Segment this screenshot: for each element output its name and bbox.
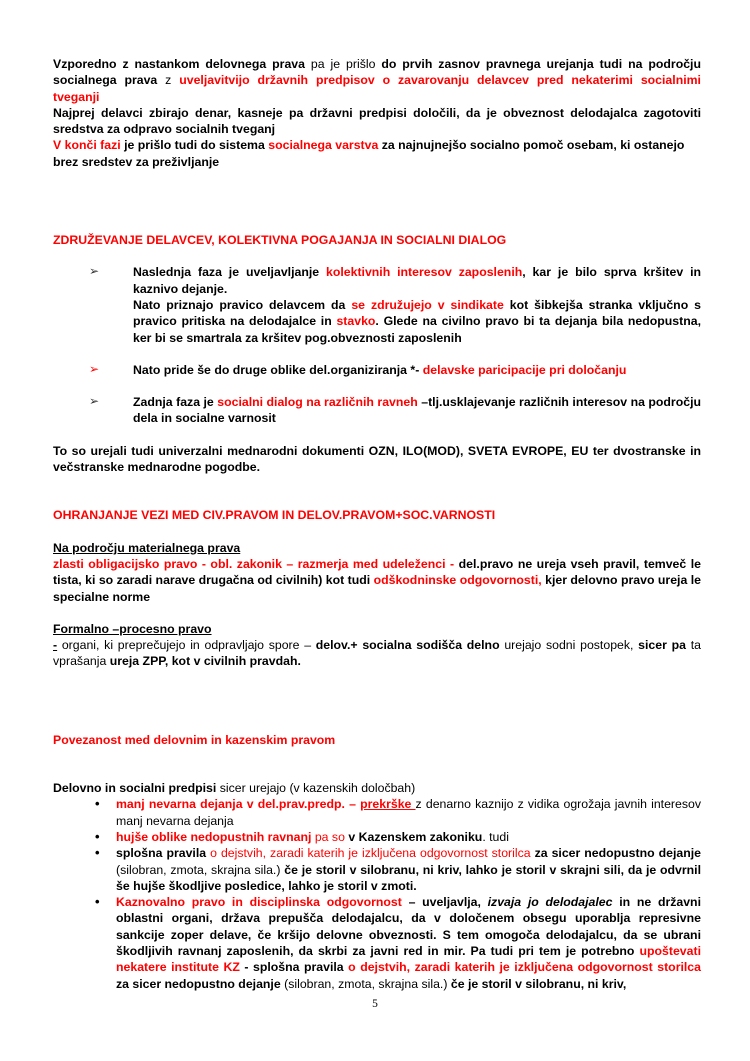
crim-b4-segment-3-italic: izvaja jo delodajalec: [487, 895, 613, 910]
section-civ-heading: OHRANJANJE VEZI MED CIV.PRAVOM IN DELOV.PRAVOM+SOC.VARNOSTI: [53, 508, 496, 523]
union-b3-segment-2-red: socialni dialog na različnih ravneh: [217, 395, 418, 410]
arrow-bullet-icon: ➢: [89, 264, 100, 279]
intro-p1-segment-3: do prvih zasnov pravnega urejanja tudi na področju socialnega prava: [53, 57, 701, 88]
union-b1-segment-7-red: stavko: [336, 314, 376, 329]
crim-b2-segment-4: . tudi: [482, 829, 509, 844]
crim-b4-segment-10: če je storil v silobranu, ni kriv,: [450, 976, 627, 991]
union-b1-segment-2-red: kolektivnih interesov zaposlenih: [326, 265, 523, 280]
intro-p1-segment-5-red: uveljavitvijo državnih predpisov o zavarovanju delavcev pred nekaterimi socialnimi tveganji: [53, 73, 701, 104]
crim-b3-segment-2-red: o dejstvih, zaradi katerih je izključena odgovornost storilca: [210, 846, 531, 861]
crim-b3-segment-1: splošna pravila: [116, 846, 211, 861]
union-b1-segment-8: . Glede na civilno pravo bi ta dejanja bila nedopustna, ker bi se smartrala za kršitev pog.obveznosti zaposlenih: [133, 314, 701, 345]
union-b2-segment-2-red: delavske paricipacije pri določanju: [422, 362, 627, 377]
list-item: [89, 894, 701, 992]
spacer-after-civ-heading: [53, 524, 701, 540]
union-b1-segment-4: Nato priznajo pravico delavcem da: [133, 297, 352, 312]
intro-paragraph-3: [53, 137, 701, 170]
list-item: [89, 829, 701, 845]
crim-b4-segment-6: - splošna pravila: [239, 960, 349, 975]
crim-b4-segment-9: (silobran, zmota, skrajna sila.): [284, 976, 451, 991]
intro-paragraph-1: [53, 56, 701, 105]
list-item: [89, 796, 701, 829]
civ-sub2-segment-4: urejajo sodni postopek,: [499, 638, 639, 653]
spacer-before-crim-heading: [53, 670, 701, 732]
crim-b4-segment-7-red: o dejstvih, zaradi katerih je izključena odgovornost storilca: [348, 960, 701, 975]
dot-bullet-icon: •: [95, 828, 100, 844]
civ-sub2-dash: -: [53, 638, 58, 653]
crim-b3-segment-4: (silobran, zmota, skrajna sila.): [116, 862, 285, 877]
crim-b3-segment-5: če je storil v silobranu, ni kriv, lahko je storil v skrajni sili, da je odvrnil še hujše škodljive posledice, lahko je storil v zmoti.: [116, 862, 701, 893]
section-union-heading: ZDRUŽEVANJE DELAVCEV, KOLEKTIVNA POGAJANJA IN SOCIALNI DIALOG: [53, 233, 507, 248]
civ-sub2-segment-5: sicer pa: [638, 638, 686, 653]
civ-sub2-heading: Formalno –procesno pravo: [53, 621, 212, 636]
arrow-bullet-icon: ➢: [89, 394, 100, 409]
spacer-before-union-closing: [53, 427, 701, 443]
intro-p3-segment-1-red: V konči fazi: [53, 138, 121, 153]
union-closing-paragraph: To so urejali tudi univerzalni mednarodni dokumenti OZN, ILO(MOD), SVETA EVROPE, EU ter dvostranske in večstranske mednarodne pogodbe.: [53, 443, 701, 475]
crim-b2-segment-2-red: pa so: [311, 829, 349, 844]
civ-sub2-segment-6: ta vprašanja: [53, 638, 701, 669]
intro-p1-segment-2: pa je prišlo: [310, 57, 382, 71]
crim-b1-segment-2-red-underline: prekrške: [360, 797, 416, 812]
civ-sub2-segment-2: organi, ki preprečujejo in odpravljajo spore –: [57, 638, 316, 653]
crim-b4-segment-5-red: upoštevati nekatere institute KZ: [116, 943, 701, 975]
intro-p3-segment-2: je prišlo tudi do sistema: [120, 138, 269, 153]
civ-sub2-paragraph: [53, 637, 701, 670]
intro-p1-segment-4: z: [165, 73, 180, 88]
crim-intro-segment-1: Delovno in socialni predpisi: [53, 781, 217, 796]
civ-sub2-segment-3: delov.+ socialna sodišča delno: [315, 638, 500, 653]
crim-b2-segment-1-red: hujše oblike nedopustnih ravnanj: [116, 829, 312, 844]
civ-sub1-segment-1-red: zlasti obligacijsko pravo - obl. zakonik – razmerja med udeleženci -: [53, 556, 459, 571]
civ-sub1-segment-3-red: odškodninske odgovornosti,: [373, 573, 542, 588]
list-item: [89, 394, 701, 427]
civ-sub1-heading: Na področju materialnega prava: [53, 540, 241, 555]
union-b1-segment-1: Naslednja faza je uveljavljanje: [133, 265, 326, 280]
crim-b1-segment-3: z denarno kaznijo z vidika ogrožaja javnih interesov manj nevarna dejanja: [116, 797, 701, 828]
spacer-after-union-heading: [53, 248, 701, 264]
crim-b3-segment-3: za sicer nedopustno dejanje: [530, 846, 702, 861]
crim-b4-segment-4: in ne državni oblastni organi, država prepušča delodajalcu, da v določenem obsegu uporablja represivne sankcije zoper delave, če kršijo delovne obveznosti. S tem omogoča delodajalcu, da se ubrani škodljivih ravnanj zaposlenih, da skrbi za javni red in mir. Pa tudi pri tem je potrebno: [116, 895, 701, 958]
list-item: [89, 845, 701, 894]
dot-bullet-icon: •: [95, 796, 100, 812]
intro-p3-segment-3-red: socialnega varstva: [268, 138, 379, 153]
crim-b4-segment-8: za sicer nedopustno dejanje: [116, 976, 285, 991]
union-b1-segment-5-red: se združujejo v sindikate: [351, 297, 504, 312]
spacer-after-intro: [53, 170, 701, 232]
union-bullet-list: [53, 264, 701, 426]
crim-intro-segment-2: sicer urejajo (v kazenskih določbah): [216, 781, 416, 796]
list-item: [89, 362, 701, 378]
spacer-after-union-closing: [53, 475, 701, 507]
crim-b4-segment-1-red: Kaznovalno pravo in disciplinska odgovornost: [116, 895, 402, 910]
civ-sub2-segment-7: ureja ZPP, kot v civilnih pravdah.: [109, 654, 301, 669]
union-b3-segment-1: Zadnja faza je: [133, 395, 218, 410]
union-b1-segment-3: , kar je bilo sprva kršitev in kaznivo dejanje.: [133, 265, 702, 296]
civ-sub1-segment-2: del.pravo ne ureja vseh pravil, temveč le tista, ki so zaradi narave drugačna od civilnih) kot tudi: [53, 556, 701, 588]
union-b1-segment-6: kot šibkejša stranka vključno s pravico pritiska na delodajalce in: [133, 297, 701, 329]
arrow-bullet-icon: ➢: [89, 361, 100, 376]
page-content: [53, 56, 701, 992]
dot-bullet-icon: •: [95, 845, 100, 861]
list-item: [89, 264, 701, 345]
intro-p1-segment-1: Vzporedno z nastankom delovnega prava: [53, 57, 311, 71]
dot-bullet-icon: •: [95, 894, 100, 910]
section-crim-heading: Povezanost med delovnim in kazenskim pravom: [53, 732, 336, 747]
civ-sub1-segment-4: kjer delovno pravo ureja le specialne norme: [53, 573, 701, 604]
crim-b1-segment-1-red: manj nevarna dejanja v del.prav.predp. –: [116, 797, 361, 812]
page-number: 5: [372, 998, 378, 1010]
union-b3-segment-3: –tlj.usklajevanje različnih interesov na področju dela in socialne varnosit: [133, 395, 701, 426]
intro-p2-text: Najprej delavci zbirajo denar, kasneje pa državni predpisi določili, da je obveznost delodajalca zagotoviti sredstva za odpravo socialnih tveganj: [53, 105, 701, 137]
civ-sub1-paragraph: [53, 556, 701, 605]
union-b2-segment-1: Nato pride še do druge oblike del.organiziranja *-: [133, 362, 423, 377]
spacer-between-civ-subs: [53, 605, 701, 621]
crim-bullet-list: [53, 796, 701, 992]
intro-paragraph-2: [53, 105, 701, 138]
spacer-after-crim-heading: [53, 748, 701, 780]
crim-b2-segment-3: v Kazenskem zakoniku: [348, 829, 483, 844]
intro-p3-segment-4: za najnujnejšo socialno pomoč osebam, ki ostanejo brez sredstev za preživljanje: [53, 138, 685, 169]
crim-intro-paragraph: [53, 780, 701, 796]
crim-b4-segment-2: – uveljavlja,: [401, 895, 488, 910]
